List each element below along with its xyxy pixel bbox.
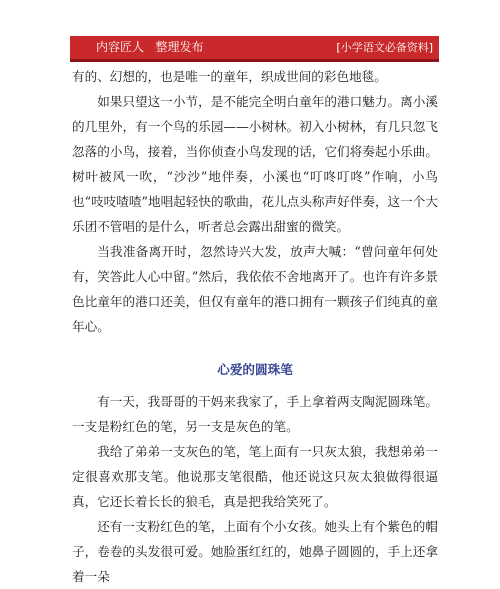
header-banner [70,36,439,62]
article1-paragraph-3: 当我准备离开时，忽然诗兴大发，放声大喊：“曾问童年何处有，笑答此人心中留。”然后，我依依不舍地离开了。也许有许多景色比童年的港口还美，但仅有童年的港口拥有一颗孩子们纯真的童年心。 [72,244,438,334]
article2-paragraph-2: 我给了弟弟一支灰色的笔，笔上面有一只灰太狼，我想弟弟一定很喜欢那支笔。他说那支笔很酷，他还说这只灰太狼做得很逼真，它还长着长长的狼毛，真是把我给笑死了。 [72,444,438,509]
article1-paragraph-1: 有的、幻想的，也是唯一的童年，织成世间的彩色地毯。 [72,69,387,84]
article2-paragraph-3: 还有一支粉红色的笔，上面有个小女孩。她头上有个紫色的帽子，卷卷的头发很可爱。她脸蛋红红的，她鼻子圆圆的，手上还拿着一朵 [72,519,438,584]
header-collection-text: [小学语文必备资料] [336,41,433,54]
header-publisher-text: 内容匠人 整理发布 [96,40,204,54]
article2-title: 心爱的圆珠笔 [217,362,293,377]
article1-paragraph-2: 如果只望这一小节，是不能完全明白童年的港口魅力。离小溪的几里外，有一个鸟的乐园——小树林。初入小树林，有几只忽飞忽落的小鸟，接着，当你侦查小鸟发现的话，它们将奏起小乐曲。树叶被风一吹，“沙沙”地伴奏，小溪也“叮咚叮咚”作响，小鸟也“吱吱喳喳”地唱起轻快的歌曲，花儿点头称声好伴奏，这一个大乐团不管唱的是什么，听者总会露出甜蜜的微笑。 [72,94,438,234]
article2-paragraph-1: 有一天，我哥哥的干妈来我家了，手上拿着两支陶泥圆珠笔。一支是粉红色的笔，另一支是灰色的笔。 [72,394,438,434]
document-body [72,64,438,589]
